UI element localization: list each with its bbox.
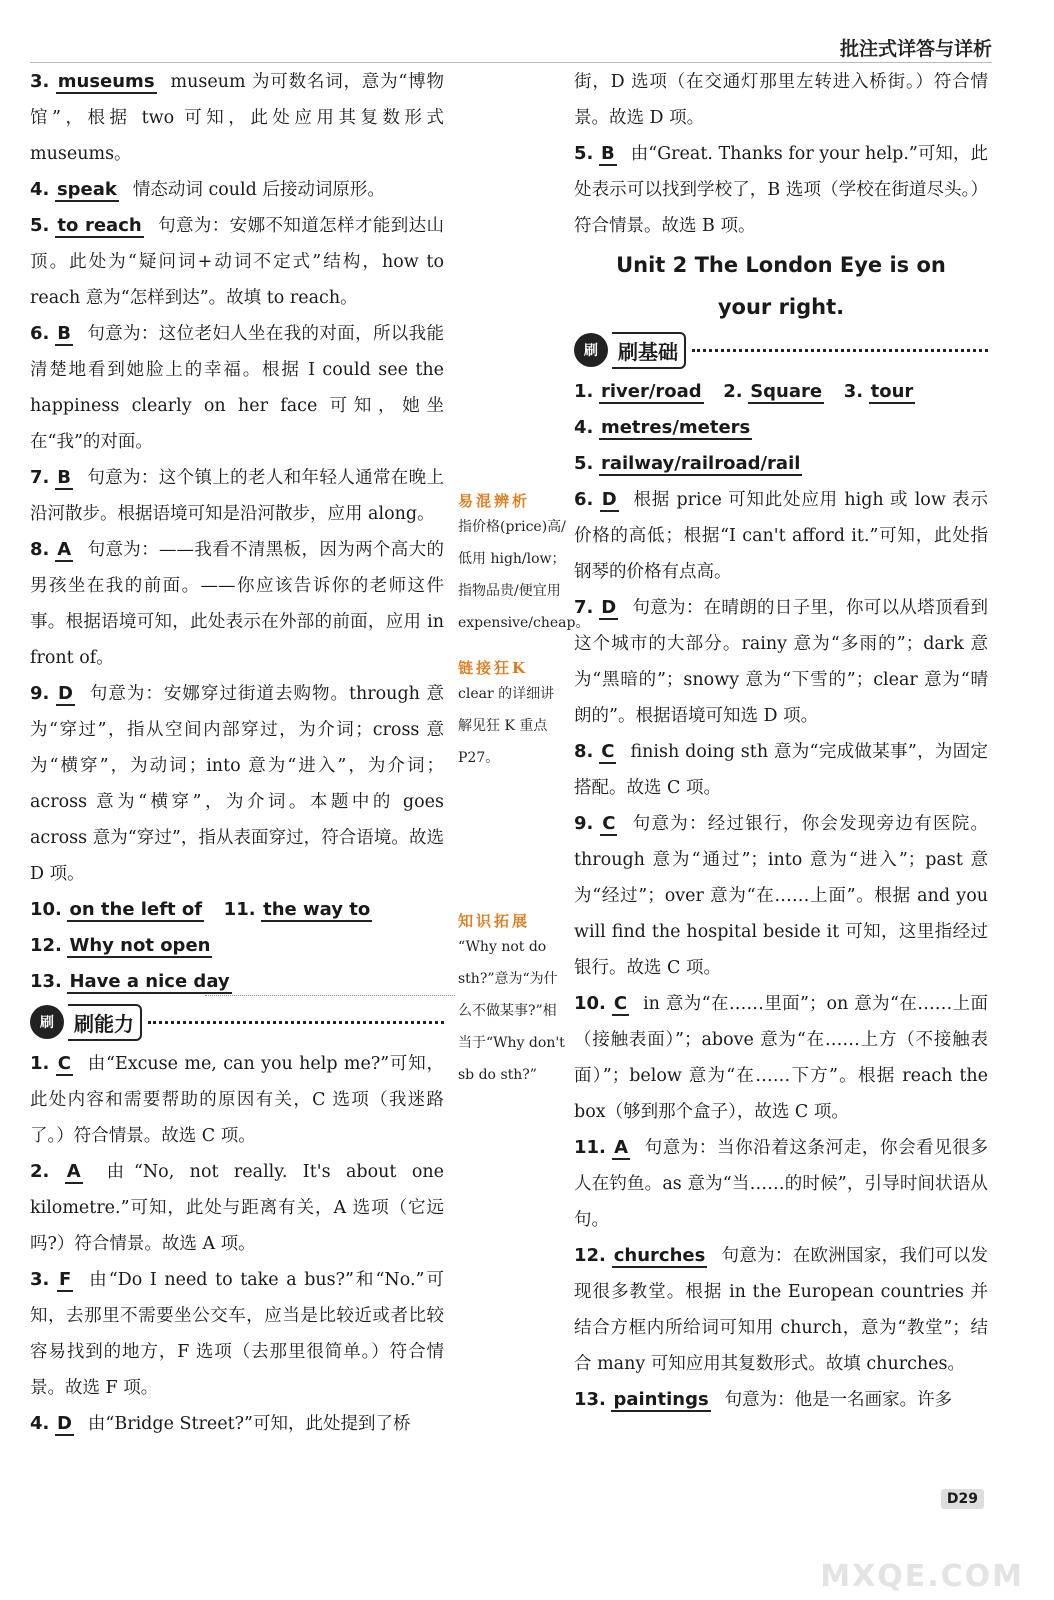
- side-notes: [458, 490, 590, 1109]
- note-title: 链接狂K: [458, 659, 529, 677]
- answer-entry: 4. D 由“Bridge Street?”可知，此处提到了桥: [30, 1413, 411, 1434]
- answer-entry: 13. paintings 句意为：他是一名画家。许多: [574, 1389, 953, 1410]
- answer-entry: 10. on the left of 11. the way to: [30, 899, 371, 920]
- section-title: 刷基础: [612, 332, 686, 369]
- answer-entry: 3. F 由“Do I need to take a bus?”和“No.”可知，去那里不需要坐公交车，应当是比较近或者比较容易找到的地方，F 选项（去那里很简单。）符合情景。故选 F 项。: [30, 1269, 444, 1398]
- page-header: 批注式详答与详析: [839, 38, 992, 60]
- dotted-divider: [692, 349, 988, 352]
- right-column: [574, 64, 988, 1418]
- answer-entry: 4. speak 情态动词 could 后接动词原形。: [30, 179, 385, 200]
- note-text: clear 的详细讲解见狂 K 重点 P27。: [458, 686, 555, 766]
- left-column: [30, 64, 444, 1442]
- header-divider: [30, 62, 992, 63]
- answer-entry: 8. C finish doing sth 意为“完成做某事”，为固定搭配。故选 C 项。: [574, 741, 988, 798]
- answer-entry: 9. C 句意为：经过银行，你会发现旁边有医院。through 意为“通过”；into 意为“进入”；past 意为“经过”；over 意为“在……上面”。根据 and you will find the hospital beside it 可知，这里指经过银行。故选 C 项。: [574, 813, 988, 978]
- answer-entry: 5. to reach 句意为：安娜不知道怎样才能到达山顶。此处为“疑问词+动词不定式”结构，how to reach 意为“怎样到达”。故填 to reach。: [30, 215, 445, 308]
- note-text: “Why not do sth?”意为“为什么不做某事?”相当于“Why don't sb do sth?”: [458, 939, 565, 1083]
- answer-entry: 12. Why not open: [30, 935, 211, 956]
- unit-title-cont: your right.: [717, 295, 845, 319]
- answer-entry: 10. C in 意为“在……里面”；on 意为“在……上面（接触表面）”；above 意为“在……上方（不接触表面）”；below 意为“在……下方”。根据 reach the box（够到那个盒子），故选 C 项。: [574, 993, 988, 1122]
- answer-entry: 7. D 句意为：在晴朗的日子里，你可以从塔顶看到这个城市的大部分。rainy 意为“多雨的”；dark 意为“黑暗的”；snowy 意为“下雪的”；clear 意为“晴朗的”。根据语境可知选 D 项。: [574, 597, 988, 726]
- answer-entry: 9. D 句意为：安娜穿过街道去购物。through 意为“穿过”，指从空间内部穿过，为介词；cross 意为“横穿”，为动词；into 意为“进入”，为介词；across 意为“横穿”，为介词。本题中的 goes across 意为“穿过”，指从表面穿过，符合语境。故选 D 项。: [30, 683, 444, 884]
- page-number: D29: [941, 1489, 984, 1509]
- dotted-divider: [148, 1021, 444, 1024]
- answer-entry: 13. Have a nice day: [30, 971, 230, 992]
- answer-entry: 6. B 句意为：这位老妇人坐在我的对面，所以我能清楚地看到她脸上的幸福。根据 I could see the happiness clearly on her face 可知，她坐在“我”的对面。: [30, 323, 444, 452]
- note-title: 易混辨析: [458, 492, 531, 510]
- watermark: MXQE.COM: [820, 1559, 1024, 1594]
- answer-entry: 11. A 句意为：当你沿着这条河走，你会看见很多人在钓鱼。as 意为“当……的时候”，引导时间状语从句。: [574, 1137, 988, 1230]
- section-header-basics: [574, 330, 988, 370]
- answer-entry: 1. river/road 2. Square 3. tour: [574, 381, 914, 402]
- note-text: 指价格(price)高/低用 high/low；指物品贵/便宜用 expensive/cheap。: [458, 519, 590, 631]
- note-pointer-line: [205, 995, 455, 996]
- answer-entry: 1. C 由“Excuse me, can you help me?”可知，此处内容和需要帮助的原因有关，C 选项（我迷路了。）符合情景。故选 C 项。: [30, 1053, 444, 1146]
- answer-entry: 12. churches 句意为：在欧洲国家，我们可以发现很多教堂。根据 in the European countries 并结合方框内所给词可知用 church，意为“教堂”；结合 many 可知应用其复数形式。故填 churches。: [574, 1245, 988, 1374]
- brush-badge-icon: 刷: [30, 1005, 64, 1039]
- unit-title: Unit 2 The London Eye is on: [616, 253, 946, 277]
- answer-entry: 8. A 句意为：——我看不清黑板，因为两个高大的男孩坐在我的前面。——你应该告诉你的老师这件事。根据语境可知，此处表示在外部的前面，应用 in front of。: [30, 539, 444, 668]
- answer-entry: 5. railway/railroad/rail: [574, 453, 801, 474]
- section-title: 刷能力: [68, 1004, 142, 1041]
- answer-entry: 5. B 由“Great. Thanks for your help.”可知，此处表示可以找到学校了，B 选项（学校在街道尽头。）符合情景。故选 B 项。: [574, 143, 988, 236]
- answer-entry: 4. metres/meters: [574, 417, 751, 438]
- answer-entry: 6. D 根据 price 可知此处应用 high 或 low 表示价格的高低；根据“I can't afford it.”可知，此处指钢琴的价格有点高。: [574, 489, 988, 582]
- section-header-ability: [30, 1002, 444, 1042]
- note-title: 知识拓展: [458, 912, 531, 930]
- answer-entry: 街，D 选项（在交通灯那里左转进入桥街。）符合情景。故选 D 项。: [574, 72, 988, 128]
- answer-entry: 2. A 由“No, not really. It's about one kilometre.”可知，此处与距离有关，A 选项（它远吗?）符合情景。故选 A 项。: [30, 1161, 444, 1254]
- brush-badge-icon: 刷: [574, 333, 608, 367]
- answer-entry: 7. B 句意为：这个镇上的老人和年轻人通常在晚上沿河散步。根据语境可知是沿河散步，应用 along。: [30, 467, 444, 524]
- answer-entry: 3. museums museum 为可数名词，意为“博物馆”，根据 two 可知，此处应用其复数形式 museums。: [30, 71, 444, 164]
